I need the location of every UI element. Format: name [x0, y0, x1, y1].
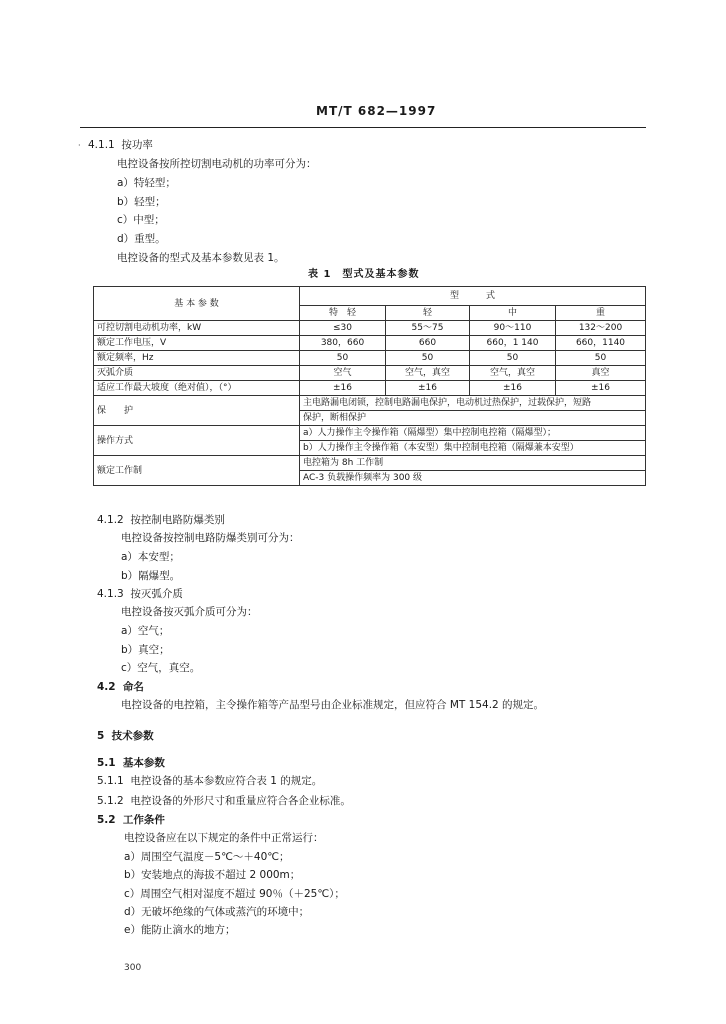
section-4-2-heading [97, 681, 144, 694]
value-cell: 660 [386, 336, 470, 351]
value-cell: 50 [470, 351, 556, 366]
list-item: b）隔爆型。 [121, 570, 181, 582]
section-title: 技术参数 [111, 730, 154, 742]
list-item: c）空气，真空。 [121, 662, 201, 674]
list-item: e）能防止滴水的地方； [124, 924, 236, 936]
table-row [94, 381, 646, 396]
list-item: b）轻型； [117, 196, 166, 208]
paragraph: 电控设备应在以下规定的条件中正常运行： [124, 832, 324, 844]
section-title: 按控制电路防爆类别 [130, 514, 225, 526]
clause-text: 电控设备的基本参数应符合表 1 的规定。 [130, 775, 323, 787]
value-cell: ±16 [470, 381, 556, 396]
param-cell: 保 护 [94, 396, 300, 426]
table-row [94, 336, 646, 351]
list-item: a）周围空气温度－5℃～＋40℃； [124, 851, 290, 863]
value-cell: 50 [300, 351, 386, 366]
value-cell: ±16 [556, 381, 646, 396]
list-item: c）周围空气相对湿度不超过 90％（＋25℃）； [124, 888, 345, 900]
value-cell: 50 [386, 351, 470, 366]
clause-5-1-1 [97, 775, 322, 788]
param-cell: 额定工作电压，V [94, 336, 300, 351]
table-row [94, 426, 646, 441]
param-cell: 灭弧介质 [94, 366, 300, 381]
clause-5-1-2 [97, 795, 351, 808]
list-item: c）中型； [117, 214, 165, 226]
table-row [94, 456, 646, 471]
table-row [94, 396, 646, 411]
section-number: 4.1.3 [97, 588, 124, 600]
value-cell: 50 [556, 351, 646, 366]
section-number: 5.1 [97, 757, 116, 769]
margin-dot: · [78, 141, 81, 150]
param-cell: 操作方式 [94, 426, 300, 456]
standard-code-header: MT/T 682—1997 [316, 104, 437, 118]
list-item: b）真空； [121, 644, 170, 656]
value-cell: 660，1140 [556, 336, 646, 351]
value-cell: 空气，真空 [470, 366, 556, 381]
span-cell: a）人力操作主令操作箱（隔爆型）集中控制电控箱（隔爆型）； [300, 426, 646, 441]
table-header-param: 基 本 参 数 [94, 287, 300, 321]
list-item: d）无破坏绝缘的气体或蒸汽的环境中； [124, 906, 310, 918]
section-title: 基本参数 [122, 757, 165, 769]
section-number: 5.1.2 [97, 795, 124, 807]
list-item: a）特轻型； [117, 177, 176, 189]
param-cell: 适应工作最大坡度（绝对值），（°） [94, 381, 300, 396]
value-cell: 380，660 [300, 336, 386, 351]
span-cell: AC-3 负载操作频率为 300 级 [300, 471, 646, 486]
value-cell: 空气 [300, 366, 386, 381]
value-cell: 90～110 [470, 321, 556, 336]
section-4-1-3-heading [97, 588, 183, 601]
type-header-cell: 轻 [386, 306, 470, 321]
span-cell: 电控箱为 8h 工作制 [300, 456, 646, 471]
span-cell: b）人力操作主令操作箱（本安型）集中控制电控箱（隔爆兼本安型） [300, 441, 646, 456]
span-cell: 保护，断相保护 [300, 411, 646, 426]
list-item: a）本安型； [121, 551, 180, 563]
paragraph: 电控设备按控制电路防爆类别可分为： [121, 532, 300, 544]
value-cell: 660，1 140 [470, 336, 556, 351]
table-header-type: 型 式 [300, 287, 646, 306]
parameters-table [93, 286, 646, 486]
table-row [94, 321, 646, 336]
param-cell: 额定频率，Hz [94, 351, 300, 366]
value-cell: 132～200 [556, 321, 646, 336]
value-cell: ±16 [386, 381, 470, 396]
section-title: 工作条件 [122, 814, 165, 826]
section-5-1-heading [97, 757, 165, 770]
section-title: 按灭弧介质 [130, 588, 183, 600]
header-rule [80, 127, 646, 128]
paragraph: 电控设备的电控箱，主令操作箱等产品型号由企业标准规定，但应符合 MT 154.2 的规定。 [121, 699, 545, 711]
section-5-2-heading [97, 814, 165, 827]
list-item: b）安装地点的海拔不超过 2 000m； [124, 869, 301, 881]
list-item: a）空气； [121, 625, 170, 637]
paragraph: 电控设备按所控切割电动机的功率可分为： [117, 158, 317, 170]
section-title: 命名 [122, 681, 144, 693]
table-row [94, 366, 646, 381]
type-header-cell: 中 [470, 306, 556, 321]
section-number: 4.2 [97, 681, 116, 693]
section-4-1-1-heading [88, 139, 153, 152]
value-cell: 真空 [556, 366, 646, 381]
section-title: 按功率 [121, 139, 153, 151]
param-cell: 额定工作制 [94, 456, 300, 486]
value-cell: 空气，真空 [386, 366, 470, 381]
table-row [94, 351, 646, 366]
section-4-1-2-heading [97, 514, 225, 527]
span-cell: 主电路漏电闭锁，控制电路漏电保护，电动机过热保护，过载保护，短路 [300, 396, 646, 411]
section-number: 5 [97, 730, 105, 742]
section-number: 5.2 [97, 814, 116, 826]
section-number: 4.1.1 [88, 139, 115, 151]
paragraph: 电控设备按灭弧介质可分为： [121, 606, 258, 618]
value-cell: ±16 [300, 381, 386, 396]
section-5-heading [97, 730, 154, 743]
section-number: 4.1.2 [97, 514, 124, 526]
param-cell: 可控切割电动机功率，kW [94, 321, 300, 336]
paragraph: 电控设备的型式及基本参数见表 1。 [117, 252, 285, 264]
clause-text: 电控设备的外形尺寸和重量应符合各企业标准。 [130, 795, 351, 807]
list-item: d）重型。 [117, 233, 166, 245]
value-cell: 55～75 [386, 321, 470, 336]
page-number: 300 [124, 963, 142, 973]
value-cell: ≤30 [300, 321, 386, 336]
table-caption: 表 1 型式及基本参数 [308, 269, 420, 280]
type-header-cell: 重 [556, 306, 646, 321]
section-number: 5.1.1 [97, 775, 124, 787]
type-header-cell: 特 轻 [300, 306, 386, 321]
